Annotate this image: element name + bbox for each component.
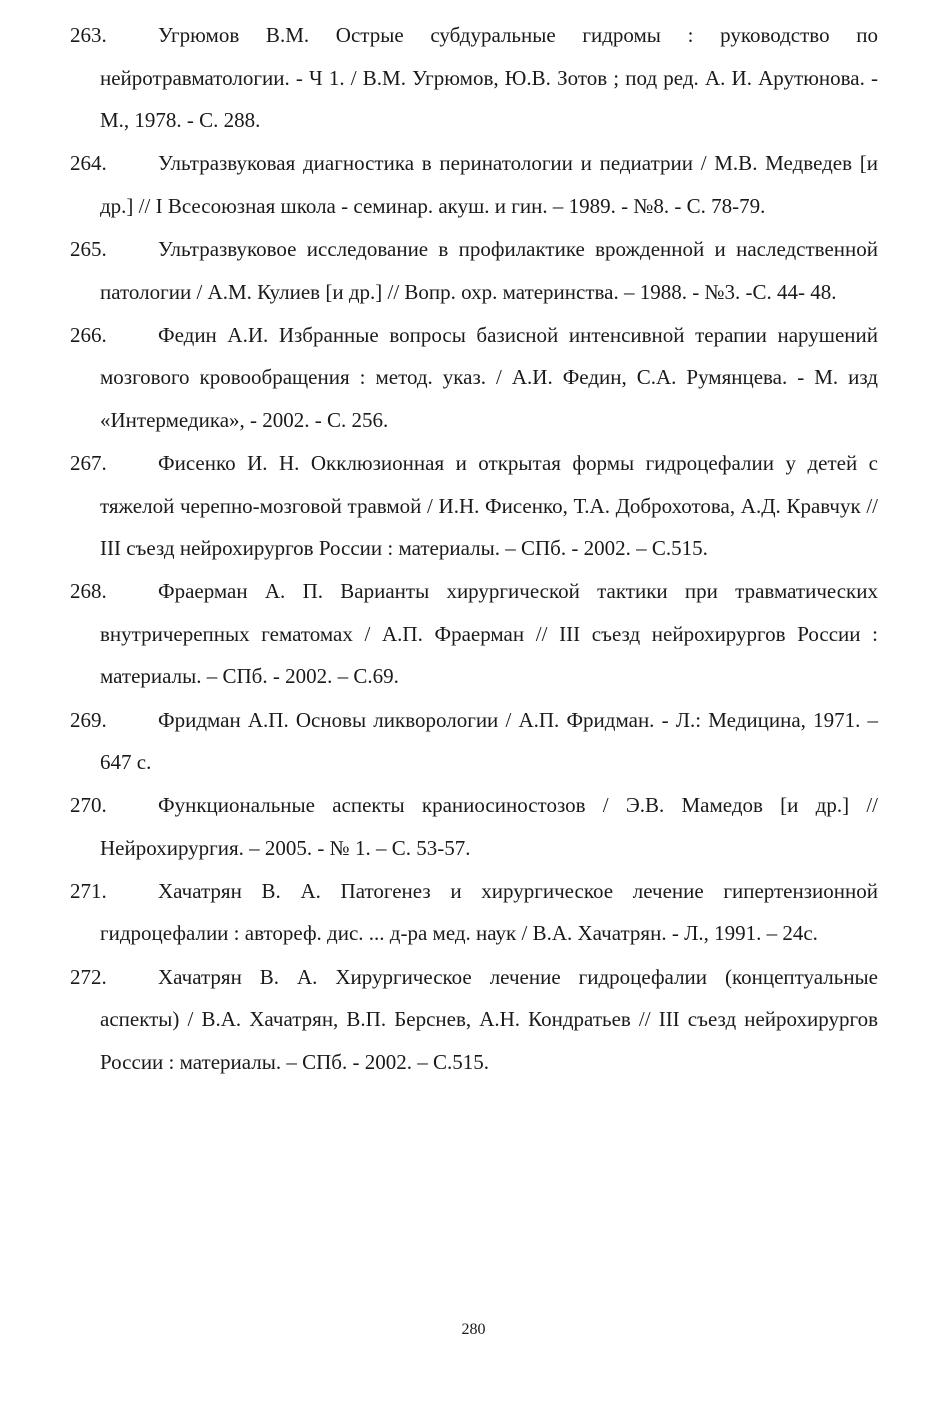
reference-text: Федин А.И. Избранные вопросы базисной интенсивной терапии нарушений мозгового кровообращения : метод. указ. / А.И. Федин, С.А. Румянцева. - М. изд «Интермедика», - 2002. - С. 256. <box>100 322 878 432</box>
reference-number: 270. <box>70 793 107 818</box>
reference-number: 268. <box>70 579 107 604</box>
reference-entry-265 <box>70 228 878 313</box>
reference-text: Угрюмов В.М. Острые субдуральные гидромы : руководство по нейротравматологии. - Ч 1. / В.М. Угрюмов, Ю.В. Зотов ; под ред. А. И. Арутюнова. - М., 1978. - С. 288. <box>100 23 878 133</box>
reference-entry-264 <box>70 142 878 227</box>
reference-text: Фраерман А. П. Варианты хирургической тактики при травматических внутричерепных гематомах / А.П. Фраерман // III съезд нейрохирургов России : материалы. – СПб. - 2002. – С.69. <box>100 579 878 689</box>
reference-entry-267 <box>70 442 878 570</box>
reference-number: 269. <box>70 707 107 732</box>
reference-number: 266. <box>70 322 107 347</box>
reference-number: 272. <box>70 964 107 989</box>
reference-entry-270 <box>70 784 878 869</box>
reference-entry-271 <box>70 870 878 955</box>
reference-text: Хачатрян В. А. Хирургическое лечение гидроцефалии (концептуальные аспекты) / В.А. Хачатрян, В.П. Берснев, А.Н. Кондратьев // III съезд нейрохирургов России : материалы. – СПб. - 2002. – С.515. <box>100 964 878 1074</box>
reference-entry-269 <box>70 699 878 784</box>
reference-number: 264. <box>70 151 107 176</box>
reference-entry-266 <box>70 314 878 442</box>
reference-list <box>70 14 878 1084</box>
reference-entry-263 <box>70 14 878 142</box>
page-number: 280 <box>461 1321 486 1338</box>
reference-text: Ультразвуковая диагностика в перинатологии и педиатрии / М.В. Медведев [и др.] // I Всесоюзная школа - семинар. акуш. и гин. – 1989. - №8. - С. 78-79. <box>100 151 878 218</box>
reference-entry-272 <box>70 956 878 1084</box>
reference-text: Хачатрян В. А. Патогенез и хирургическое лечение гипертензионной гидроцефалии : автореф. дис. ... д-ра мед. наук / В.А. Хачатрян. - Л., 1991. – 24с. <box>100 878 878 946</box>
reference-text: Фридман А.П. Основы ликворологии / А.П. Фридман. - Л.: Медицина, 1971. – 647 с. <box>100 707 878 775</box>
reference-entry-268 <box>70 570 878 698</box>
reference-number: 263. <box>70 23 107 47</box>
reference-number: 271. <box>70 878 107 903</box>
reference-number: 265. <box>70 236 107 261</box>
reference-number: 267. <box>70 450 107 475</box>
reference-text: Функциональные аспекты краниосиностозов / Э.В. Мамедов [и др.] // Нейрохирургия. – 2005. - № 1. – С. 53-57. <box>100 793 878 860</box>
reference-text: Ультразвуковое исследование в профилактике врожденной и наследственной патологии / А.М. Кулиев [и др.] // Вопр. охр. материнства. – 1988. - №3. -С. 44- 48. <box>100 236 878 304</box>
reference-text: Фисенко И. Н. Окклюзионная и открытая формы гидроцефалии у детей с тяжелой черепно-мозговой травмой / И.Н. Фисенко, Т.А. Доброхотова, А.Д. Кравчук // III съезд нейрохирургов России : материалы. – СПб. - 2002. – С.515. <box>100 450 878 561</box>
